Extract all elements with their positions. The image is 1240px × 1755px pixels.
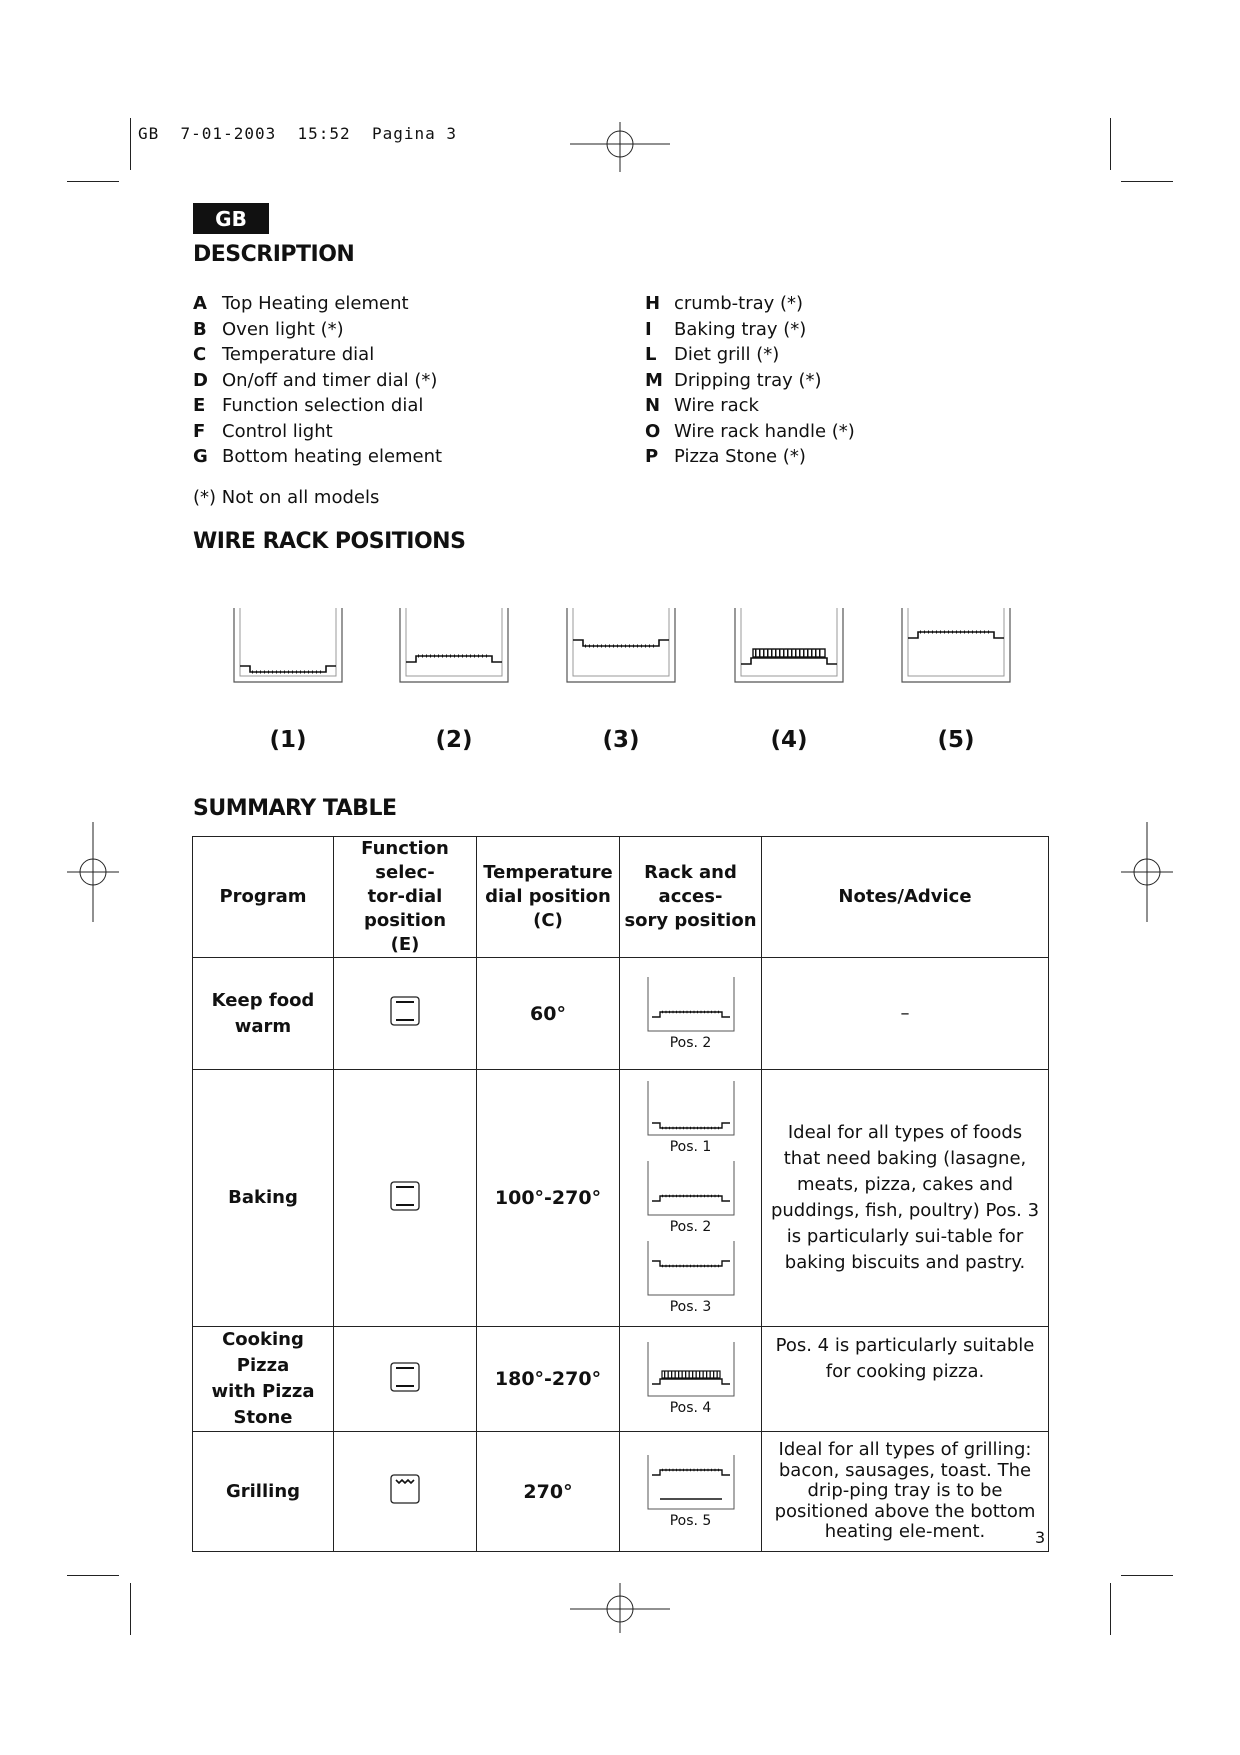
- summary-table-title: SUMMARY TABLE: [193, 796, 397, 821]
- table-row: [193, 958, 1049, 1070]
- list-item: A Top Heating element: [193, 293, 409, 314]
- description-title: DESCRIPTION: [193, 242, 355, 267]
- top-bottom-heat-icon: [390, 1362, 420, 1392]
- position-label: Pos. 5: [669, 1512, 712, 1529]
- rack-position-label: (5): [937, 727, 975, 753]
- position-label: Pos. 1: [669, 1139, 712, 1155]
- list-item: N Wire rack: [645, 395, 759, 416]
- print-code: GB: [138, 124, 160, 143]
- rack-position-cell: [620, 1432, 762, 1552]
- table-row: [193, 1432, 1049, 1552]
- position-label: Pos. 2: [669, 1034, 712, 1051]
- language-badge: GB: [193, 203, 269, 234]
- list-item: D On/off and timer dial (*): [193, 369, 438, 391]
- list-item: H crumb-tray (*): [645, 293, 804, 314]
- registration-mark-top: [570, 122, 670, 172]
- function-dial-cell: [334, 1070, 477, 1327]
- crop-mark: [1121, 181, 1173, 182]
- rack-position-label: (4): [770, 727, 808, 753]
- crop-mark: [130, 118, 131, 170]
- list-item: I Baking tray (*): [645, 318, 807, 340]
- function-dial-cell: [334, 1327, 477, 1432]
- description-list-left: [193, 291, 442, 470]
- oven-rack-diagram-4: [733, 608, 845, 684]
- crop-mark: [130, 1583, 131, 1635]
- program-cell: Baking: [193, 1070, 334, 1327]
- list-item: F Control light: [193, 420, 333, 442]
- table-row: [193, 1070, 1049, 1327]
- notes-cell: –: [762, 958, 1049, 1070]
- oven-rack-mini-diagram: [646, 1161, 736, 1217]
- header-program: Program: [193, 837, 334, 958]
- list-item: O Wire rack handle (*): [645, 420, 855, 442]
- rack-position-cell: [620, 958, 762, 1070]
- registration-mark-left: [67, 822, 119, 922]
- notes-cell: Ideal for all types of grilling: bacon, sausages, toast. The drip-ping tray is to be positioned above the bottom heating ele-ment.: [762, 1432, 1049, 1552]
- rack-position-cell: [620, 1070, 762, 1327]
- oven-rack-mini-diagram: [646, 1241, 736, 1297]
- crop-mark: [1110, 1583, 1111, 1635]
- rack-position-label: (2): [435, 727, 473, 753]
- position-label: Pos. 3: [669, 1299, 712, 1315]
- summary-table: [192, 836, 1049, 1552]
- list-item: G Bottom heating element: [193, 446, 443, 467]
- grill-icon: [390, 1474, 420, 1504]
- top-bottom-heat-icon: [390, 1181, 420, 1211]
- crop-mark: [67, 1575, 119, 1576]
- temperature-cell: 60°: [477, 958, 620, 1070]
- table-header-row: [193, 837, 1049, 958]
- list-item: B Oven light (*): [193, 318, 344, 340]
- list-item: P Pizza Stone (*): [645, 446, 806, 467]
- table-row: [193, 1327, 1049, 1432]
- oven-rack-diagram-3: [565, 608, 677, 684]
- position-label: Pos. 4: [669, 1400, 712, 1416]
- function-dial-cell: [334, 958, 477, 1070]
- list-item: L Diet grill (*): [645, 344, 780, 365]
- header-temperature: Temperature dial position (C): [477, 837, 620, 958]
- description-list-right: [645, 291, 855, 470]
- temperature-cell: 180°-270°: [477, 1327, 620, 1432]
- list-item: C Temperature dial: [193, 344, 375, 365]
- rack-position-label: (3): [602, 727, 640, 753]
- crop-mark: [1110, 118, 1111, 170]
- header-rack: Rack and acces- sory position: [620, 837, 762, 958]
- print-header: [138, 124, 457, 143]
- list-item: E Function selection dial: [193, 395, 424, 416]
- registration-mark-right: [1121, 822, 1173, 922]
- crop-mark: [67, 181, 119, 182]
- function-dial-cell: [334, 1432, 477, 1552]
- oven-rack-mini-diagram: [646, 1342, 736, 1398]
- oven-rack-diagram-1: [232, 608, 344, 684]
- print-date: 7-01-2003: [180, 124, 277, 143]
- oven-rack-mini-diagram: [646, 1455, 736, 1511]
- program-cell: Grilling: [193, 1432, 334, 1552]
- header-function: Function selec- tor-dial position (E): [334, 837, 477, 958]
- wire-rack-title: WIRE RACK POSITIONS: [193, 529, 466, 554]
- temperature-cell: 270°: [477, 1432, 620, 1552]
- list-item: M Dripping tray (*): [645, 369, 822, 391]
- crop-mark: [1121, 1575, 1173, 1576]
- temperature-cell: 100°-270°: [477, 1070, 620, 1327]
- oven-rack-diagram-2: [398, 608, 510, 684]
- notes-cell: Ideal for all types of foods that need baking (lasagne, meats, pizza, cakes and puddings, fish, poultry) Pos. 3 is particularly sui-table for baking biscuits and pastry.: [762, 1070, 1049, 1327]
- program-cell: Cooking Pizza with Pizza Stone: [193, 1327, 334, 1432]
- position-label: Pos. 2: [669, 1219, 712, 1235]
- header-notes: Notes/Advice: [762, 837, 1049, 958]
- oven-rack-mini-diagram: [646, 1081, 736, 1137]
- program-cell: Keep food warm: [193, 958, 334, 1070]
- print-time: 15:52: [297, 124, 351, 143]
- print-page: Pagina 3: [371, 124, 457, 143]
- oven-rack-diagram-5: [900, 608, 1012, 684]
- registration-mark-bottom: [570, 1583, 670, 1633]
- top-bottom-heat-icon: [390, 996, 420, 1026]
- footnote: (*) Not on all models: [193, 487, 380, 508]
- oven-rack-mini-diagram: [646, 977, 736, 1033]
- rack-position-label: (1): [269, 727, 307, 753]
- notes-cell: Pos. 4 is particularly suitable for cooking pizza.: [762, 1327, 1049, 1432]
- page-number: 3: [1035, 1528, 1046, 1547]
- rack-position-cell: [620, 1327, 762, 1432]
